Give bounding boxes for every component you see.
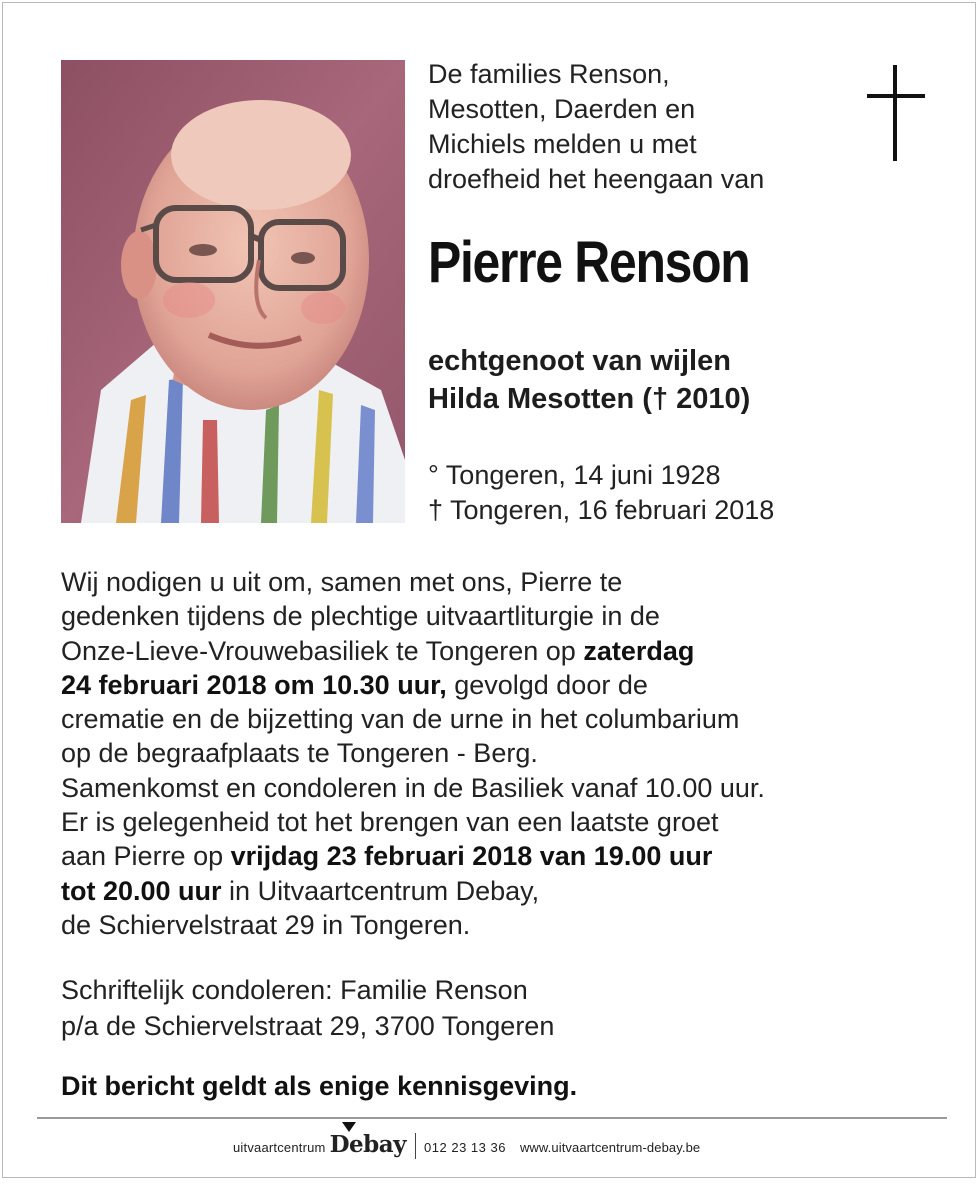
body-line: gedenken tijdens de plechtige uitvaartliturgie in de	[61, 601, 660, 632]
intro-line: Mesotten, Daerden en	[428, 94, 696, 124]
body-line: Er is gelegenheid tot het brengen van een laatste groet	[61, 807, 719, 838]
address-line: p/a de Schiervelstraat 29, 3700 Tongeren	[61, 1011, 555, 1041]
body-line: Samenkomst en condoleren in de Basiliek vanaf 10.00 uur.	[61, 772, 765, 803]
life-dates	[428, 458, 774, 528]
portrait-photo	[61, 60, 405, 523]
body-line: aan Pierre op vrijdag 23 februari 2018 van 19.00 uur	[61, 841, 713, 872]
body-line: Onze-Lieve-Vrouwebasiliek te Tongeren op zaterdag	[61, 635, 695, 666]
viewing-date-time: vrijdag 23 februari 2018 van 19.00 uur	[230, 841, 713, 872]
intro-line: De families Renson,	[428, 59, 670, 89]
body-line: crematie en de bijzetting van de urne in het columbarium	[61, 704, 740, 735]
body-line: tot 20.00 uur in Uitvaartcentrum Debay,	[61, 875, 540, 906]
spouse-text	[428, 342, 750, 418]
funeral-day: zaterdag	[583, 635, 695, 666]
footer-prefix: uitvaartcentrum	[233, 1140, 326, 1155]
spouse-line: echtgenoot van wijlen	[428, 345, 731, 377]
body-line: 24 februari 2018 om 10.30 uur, gevolgd door de	[61, 669, 648, 700]
cross-icon	[867, 65, 925, 166]
footer-separator	[415, 1133, 416, 1159]
death-date: † Tongeren, 16 februari 2018	[428, 495, 775, 525]
body-line: op de begraafplaats te Tongeren - Berg.	[61, 738, 538, 769]
body-line: Wij nodigen u uit om, samen met ons, Pierre te	[61, 567, 623, 597]
footer-website-link[interactable]: www.uitvaartcentrum-debay.be	[519, 1140, 701, 1155]
deceased-name: Pierre Renson	[428, 230, 750, 295]
footer-phone: 012 23 13 36	[424, 1140, 506, 1155]
footer-divider	[37, 1117, 947, 1119]
notice-statement: Dit bericht geldt als enige kennisgeving.	[61, 1071, 578, 1101]
body-line: de Schiervelstraat 29 in Tongeren.	[61, 909, 471, 940]
intro-text	[428, 57, 848, 197]
footer	[233, 1131, 700, 1161]
intro-line: droefheid het heengaan van	[428, 164, 765, 194]
spouse-line: Hilda Mesotten († 2010)	[428, 383, 751, 415]
address-line: Schriftelijk condoleren: Familie Renson	[61, 975, 528, 1005]
condolence-address	[61, 972, 554, 1044]
footer-brand-logo: Debay	[329, 1131, 407, 1158]
intro-line: Michiels melden u met	[428, 129, 697, 159]
birth-date: ° Tongeren, 14 juni 1928	[428, 460, 721, 490]
death-notice	[2, 2, 976, 1178]
funeral-details	[61, 565, 941, 942]
funeral-date-time: 24 februari 2018 om 10.30 uur,	[61, 669, 447, 700]
viewing-end-time: tot 20.00 uur	[61, 875, 222, 906]
